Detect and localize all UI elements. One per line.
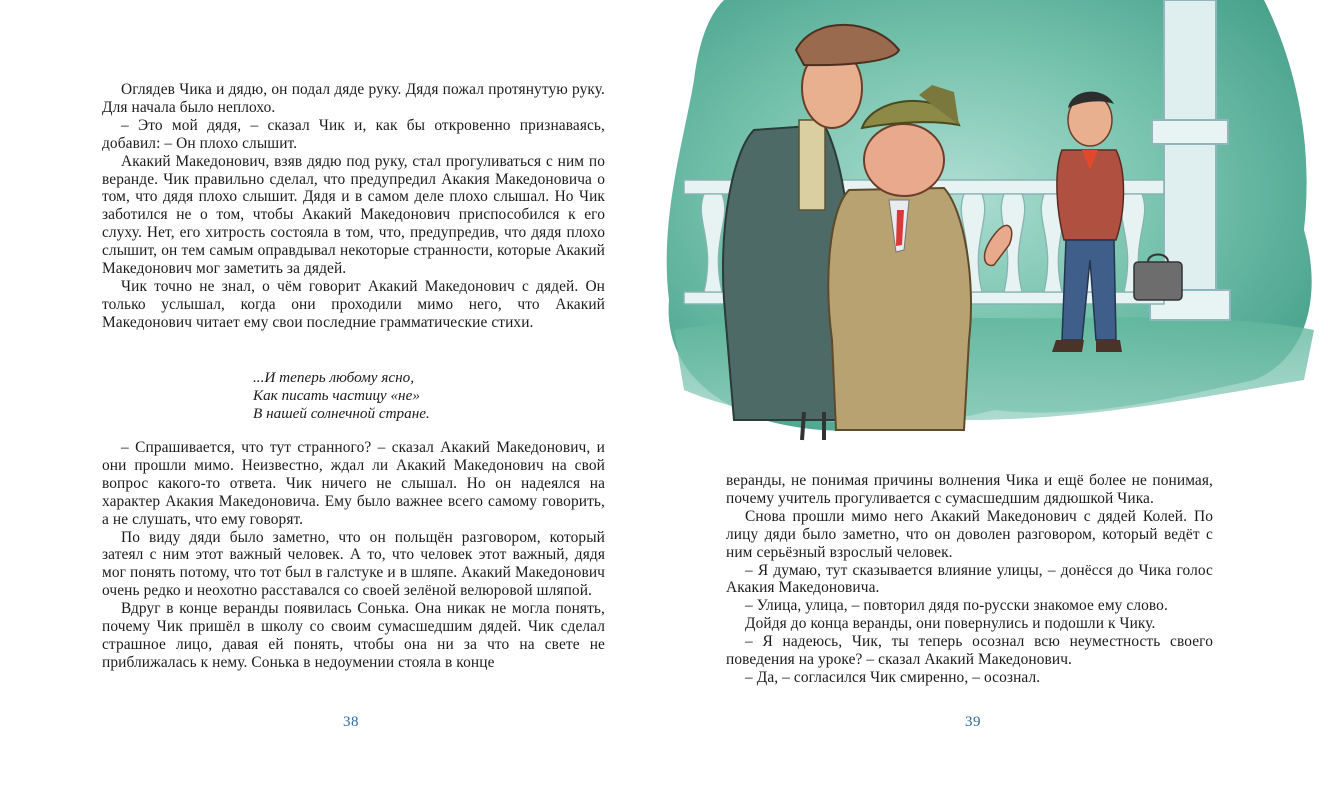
- poem-line: В нашей солнечной стране.: [253, 405, 430, 422]
- left-page-bottom-text: [102, 439, 605, 672]
- paragraph: Акакий Македонович, взяв дядю под руку, стал прогуливаться с ним по веранде. Чик правильно сделал, что предупредил Акакия Македоновича о том, что дядя плохо слышит. Дядя и в самом деле плохо слышал. Но Чик заботился не о том, чтобы Акакий Македонович приспособился к его слуху. Нет, его хитрость состояла в том, что, предупредив, что дядя плохо слышит, он тем самым оправдывал некоторые странности, которые Акакий Македонович мог заметить за дядей.: [102, 152, 605, 278]
- paragraph: Снова прошли мимо него Акакий Македонович с дядей Колей. По лицу дяди было заметно, что он доволен разговором, который ведёт с ним серьёзный взрослый человек.: [726, 507, 1213, 561]
- paragraph: Вдруг в конце веранды появилась Сонька. Она никак не могла понять, почему Чик пришёл в школу со своим сумасшедшим дядей. Чик сделал страшное лицо, давая ей понять, чтобы она ни за что на свете не приближалась к нему. Сонька в недоумении стояла в конце: [102, 600, 605, 671]
- right-page: [664, 0, 1328, 800]
- paragraph: – Я надеюсь, Чик, ты теперь осознал всю неуместность своего поведения на уроке? – сказал Акакий Македонович.: [726, 633, 1213, 669]
- page-number: 39: [965, 714, 981, 730]
- left-page-top-text: [102, 81, 605, 332]
- poem-line: ...И теперь любому ясно,: [253, 369, 415, 386]
- page-number: 38: [343, 714, 359, 730]
- watercolor-illustration: [664, 0, 1328, 450]
- paragraph: Оглядев Чика и дядю, он подал дяде руку. Дядя пожал протянутую руку. Для начала было неплохо.: [102, 81, 605, 116]
- poem-excerpt: [253, 369, 430, 423]
- poem-line: Как писать частицу «не»: [253, 387, 420, 404]
- illustration-drawing: [664, 0, 1328, 450]
- paragraph: – Да, – согласился Чик смиренно, – осознал.: [745, 668, 1041, 686]
- paragraph: Дойдя до конца веранды, они повернулись и подошли к Чику.: [745, 615, 1156, 633]
- right-page-text: [726, 472, 1213, 687]
- paragraph: По виду дяди было заметно, что он польщён разговором, который затеял с ним этот важный человек. А то, что человек этот важный, дядя мог понять потому, что тот был в галстуке и в шляпе. Акакий Македонович очень редко и неохотно расставался со своей зелёной велюровой шляпой.: [102, 528, 605, 600]
- paragraph: – Спрашивается, что тут странного? – сказал Акакий Македонович, и они прошли мимо. Неизвестно, ждал ли Акакий Македонович на свой вопрос какого-то ответа. Чик ничего не слышал. Но он надеялся на характер Акакия Македоновича. Ему было важнее всего самому говорить, а не слушать, что ему говорят.: [102, 439, 605, 528]
- paragraph: – Это мой дядя, – сказал Чик и, как бы откровенно признаваясь, добавил: – Он плохо слышит.: [102, 116, 605, 152]
- paragraph: Чик точно не знал, о чём говорит Акакий Македонович с дядей. Он только услышал, когда они проходили мимо него, что Акакий Македонович читает ему свои последние грамматические стихи.: [102, 277, 605, 331]
- paragraph: – Улица, улица, – повторил дядя по-русски знакомое ему слово.: [745, 597, 1168, 615]
- paragraph: – Я думаю, тут сказывается влияние улицы, – донёсся до Чика голос Акакия Македоновича.: [726, 561, 1213, 597]
- column-capital: [1152, 120, 1228, 144]
- paragraph: веранды, не понимая причины волнения Чика и ещё более не понимая, почему учитель прогуливается с сумасшедшим дядюшкой Чика.: [726, 472, 1213, 507]
- column-shaft: [1164, 0, 1216, 300]
